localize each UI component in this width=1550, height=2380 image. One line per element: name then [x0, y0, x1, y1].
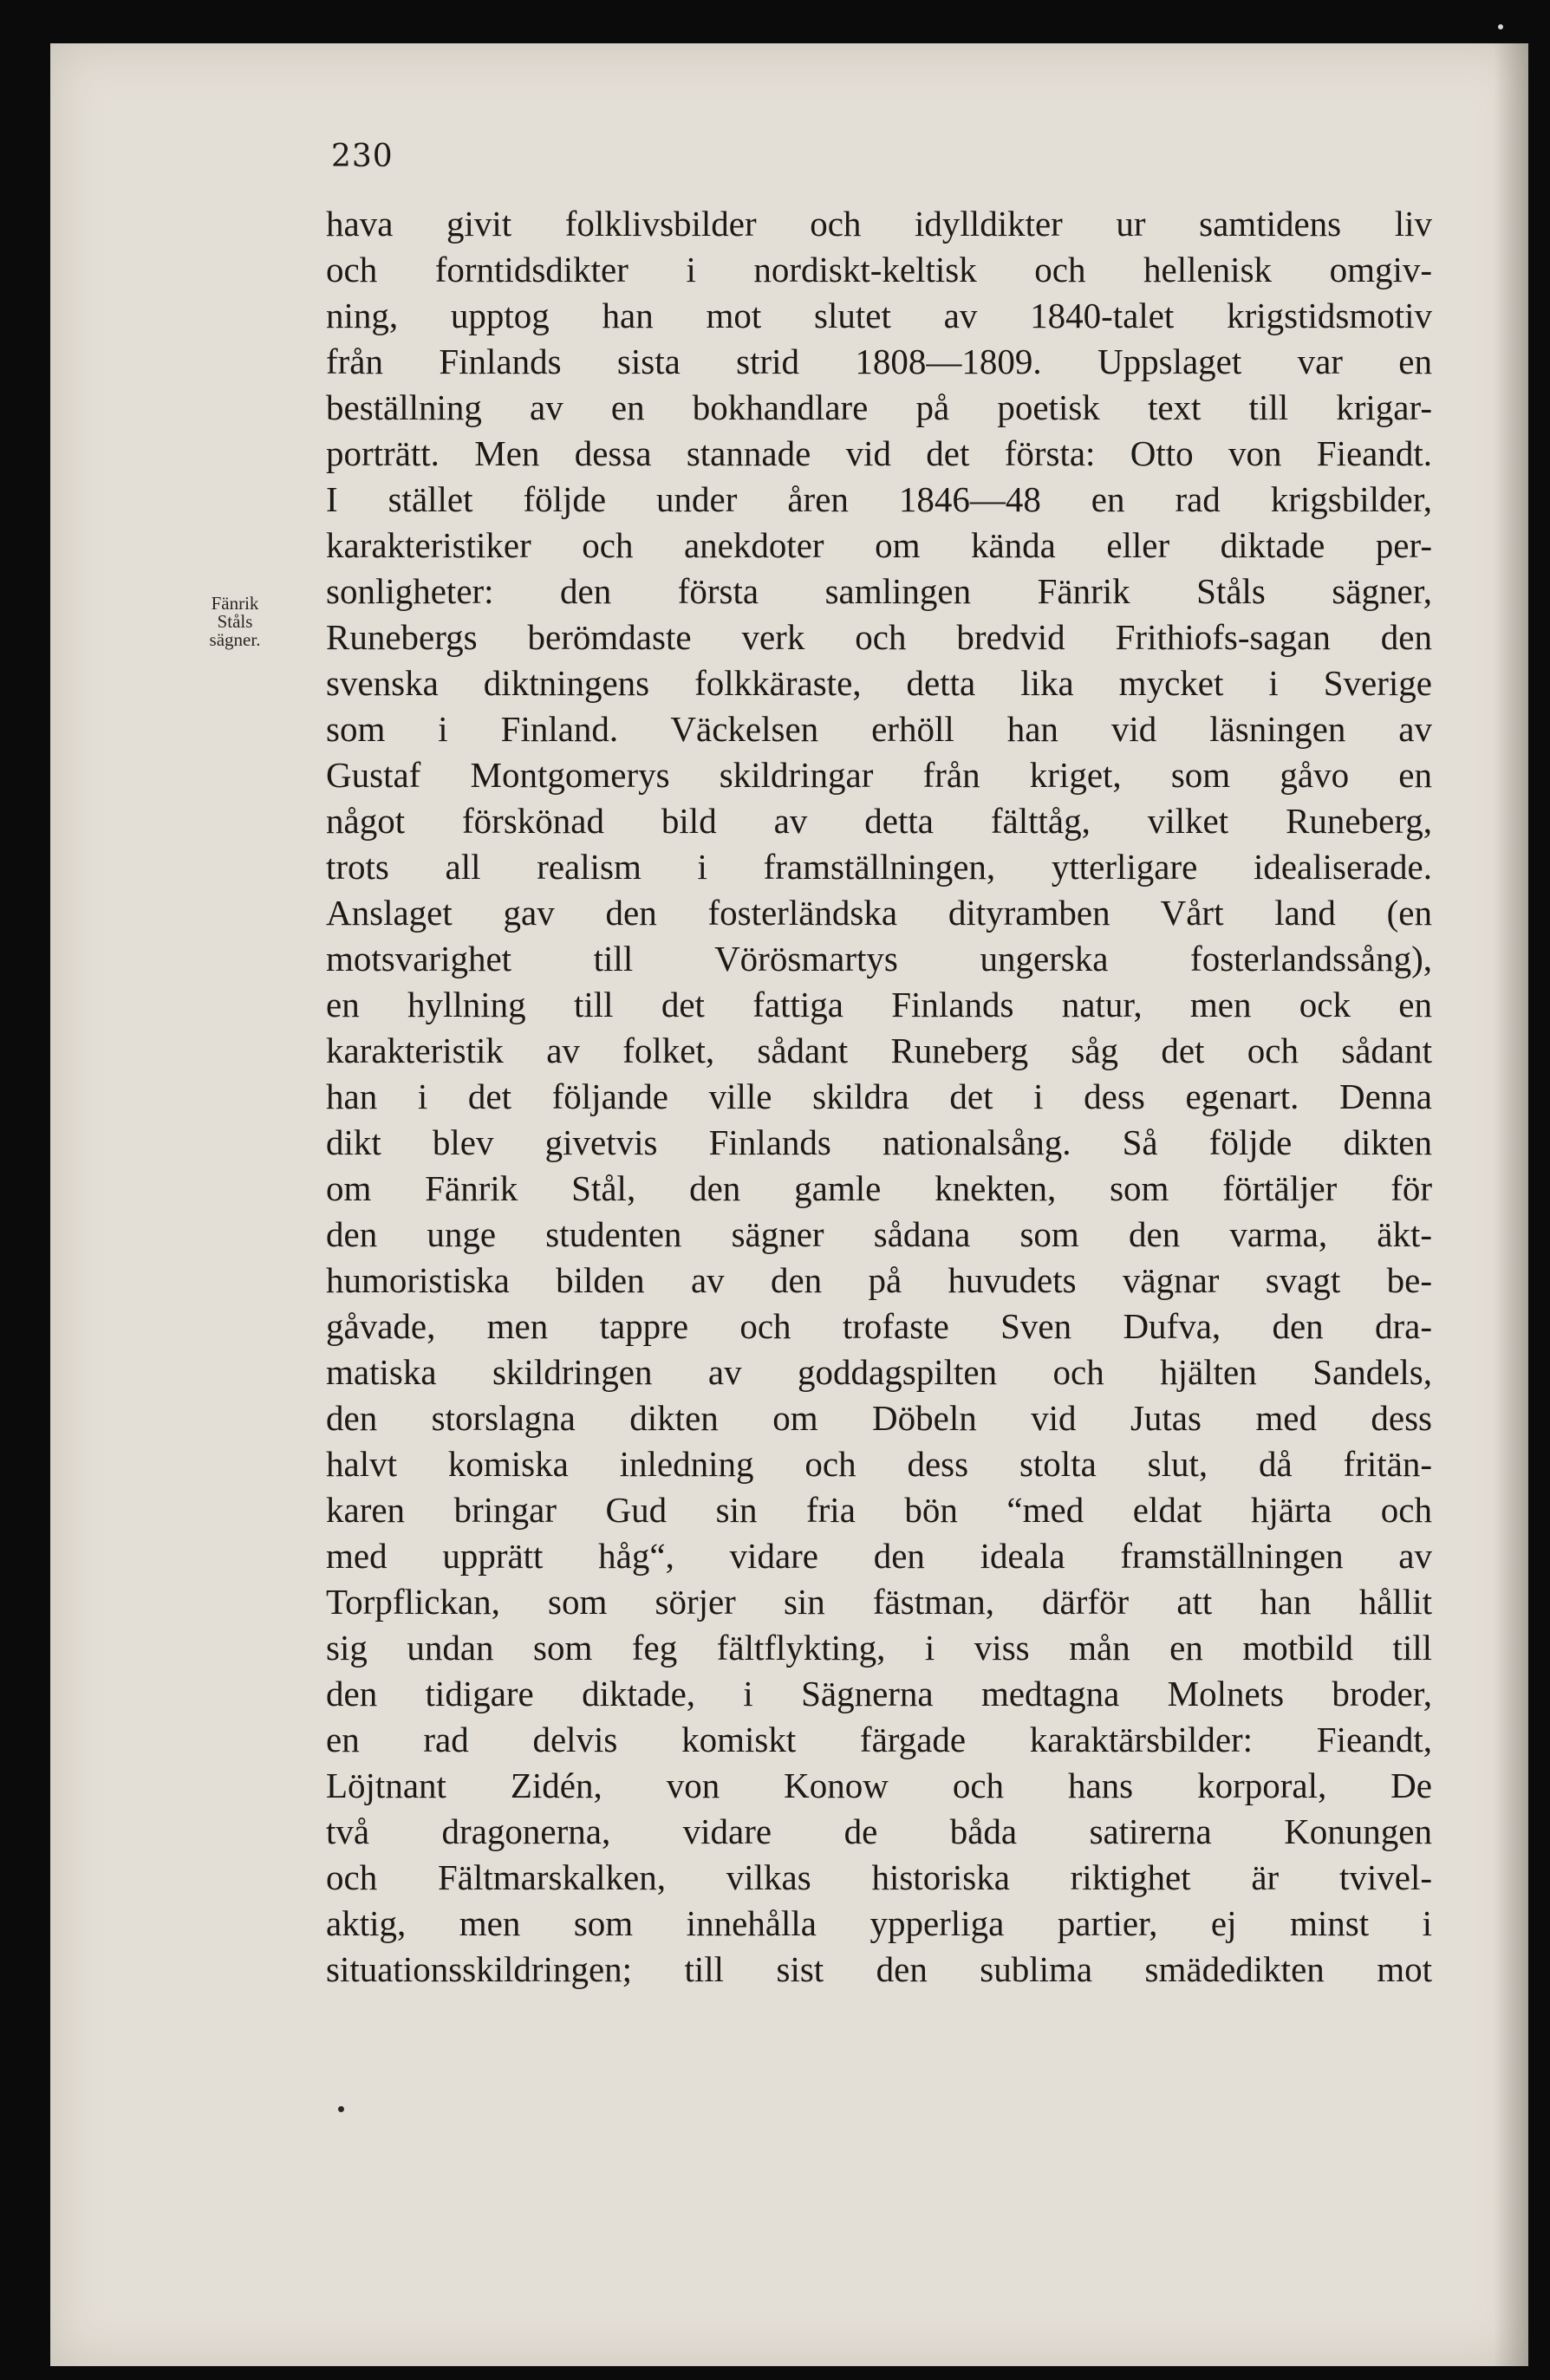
scan-speck	[1498, 24, 1503, 29]
text-line: karakteristik av folket, sådant Runeberg såg det och sådant	[326, 1031, 1432, 1070]
text-line: halvt komiska inledning och dess stolta slut, då fritän-	[326, 1444, 1432, 1484]
text-line: trots all realism i framställningen, ytterligare idealiserade.	[326, 847, 1432, 887]
text-line: karen bringar Gud sin fria bön “med eldat hjärta och	[326, 1490, 1432, 1530]
text-line: sig undan som feg fältflykting, i viss mån en motbild till	[326, 1628, 1432, 1668]
text-line: som i Finland. Väckelsen erhöll han vid läsningen av	[326, 709, 1432, 749]
text-line: porträtt. Men dessa stannade vid det första: Otto von Fieandt.	[326, 433, 1432, 473]
ink-speck	[338, 2106, 344, 2112]
text-line: Torpflickan, som sörjer sin fästman, därför att han hållit	[326, 1582, 1432, 1622]
text-line: från Finlands sista strid 1808—1809. Uppslaget var en	[326, 341, 1432, 381]
text-line: dikt blev givetvis Finlands nationalsång. Så följde dikten	[326, 1122, 1432, 1162]
text-line: Anslaget gav den fosterländska dityramben Vårt land (en	[326, 893, 1432, 933]
text-line: en rad delvis komiskt färgade karaktärsbilder: Fieandt,	[326, 1720, 1432, 1759]
text-line: och forntidsdikter i nordiskt-keltisk och hellenisk omgiv-	[326, 250, 1432, 289]
text-line: två dragonerna, vidare de båda satirerna Konungen	[326, 1811, 1432, 1851]
text-line: Löjtnant Zidén, von Konow och hans korporal, De	[326, 1765, 1432, 1805]
text-line: den unge studenten sägner sådana som den varma, äkt-	[326, 1214, 1432, 1254]
page-number: 230	[331, 139, 394, 174]
text-line: humoristiska bilden av den på huvudets vägnar svagt be-	[326, 1260, 1432, 1300]
text-line: aktig, men som innehålla ypperliga partier, ej minst i	[326, 1903, 1432, 1943]
text-line: den tidigare diktade, i Sägnerna medtagna Molnets broder,	[326, 1674, 1432, 1713]
text-line: karakteristiker och anekdoter om kända eller diktade per-	[326, 525, 1432, 565]
text-line: hava givit folklivsbilder och idylldikter ur samtidens liv	[326, 204, 1432, 244]
text-line: Runebergs berömdaste verk och bredvid Frithiofs-sagan den	[326, 617, 1432, 657]
text-line: den storslagna dikten om Döbeln vid Jutas med dess	[326, 1398, 1432, 1438]
margin-note-line: Ståls	[217, 611, 253, 632]
text-line: I stället följde under åren 1846—48 en rad krigsbilder,	[326, 479, 1432, 519]
text-line: han i det följande ville skildra det i dess egenart. Denna	[326, 1076, 1432, 1116]
text-line: motsvarighet till Vörösmartys ungerska fosterlandssång),	[326, 939, 1432, 979]
text-line: gåvade, men tappre och trofaste Sven Dufva, den dra-	[326, 1306, 1432, 1346]
margin-note-line: Fänrik	[211, 593, 259, 614]
text-line: matiska skildringen av goddagspilten och hjälten Sandels,	[326, 1352, 1432, 1392]
text-line: om Fänrik Stål, den gamle knekten, som förtäljer för	[326, 1168, 1432, 1208]
text-line: och Fältmarskalken, vilkas historiska riktighet är tvivel-	[326, 1857, 1432, 1897]
text-line: ning, upptog han mot slutet av 1840-talet krigstidsmotiv	[326, 296, 1432, 335]
page-edge-shadow	[1494, 43, 1528, 2366]
margin-note	[170, 595, 300, 649]
text-line: situationsskildringen; till sist den sublima smädedikten mot	[326, 1949, 1432, 1989]
margin-note-line: sägner.	[209, 629, 261, 650]
text-line: Gustaf Montgomerys skildringar från kriget, som gåvo en	[326, 755, 1432, 795]
text-line: sonligheter: den första samlingen Fänrik Ståls sägner,	[326, 571, 1432, 611]
text-line: med upprätt håg“, vidare den ideala framställningen av	[326, 1536, 1432, 1576]
text-line: en hyllning till det fattiga Finlands natur, men ock en	[326, 985, 1432, 1024]
text-line: beställning av en bokhandlare på poetisk text till krigar-	[326, 387, 1432, 427]
body-text	[326, 201, 1432, 1993]
text-line: något förskönad bild av detta fälttåg, vilket Runeberg,	[326, 801, 1432, 841]
text-line: svenska diktningens folkkäraste, detta lika mycket i Sverige	[326, 663, 1432, 703]
